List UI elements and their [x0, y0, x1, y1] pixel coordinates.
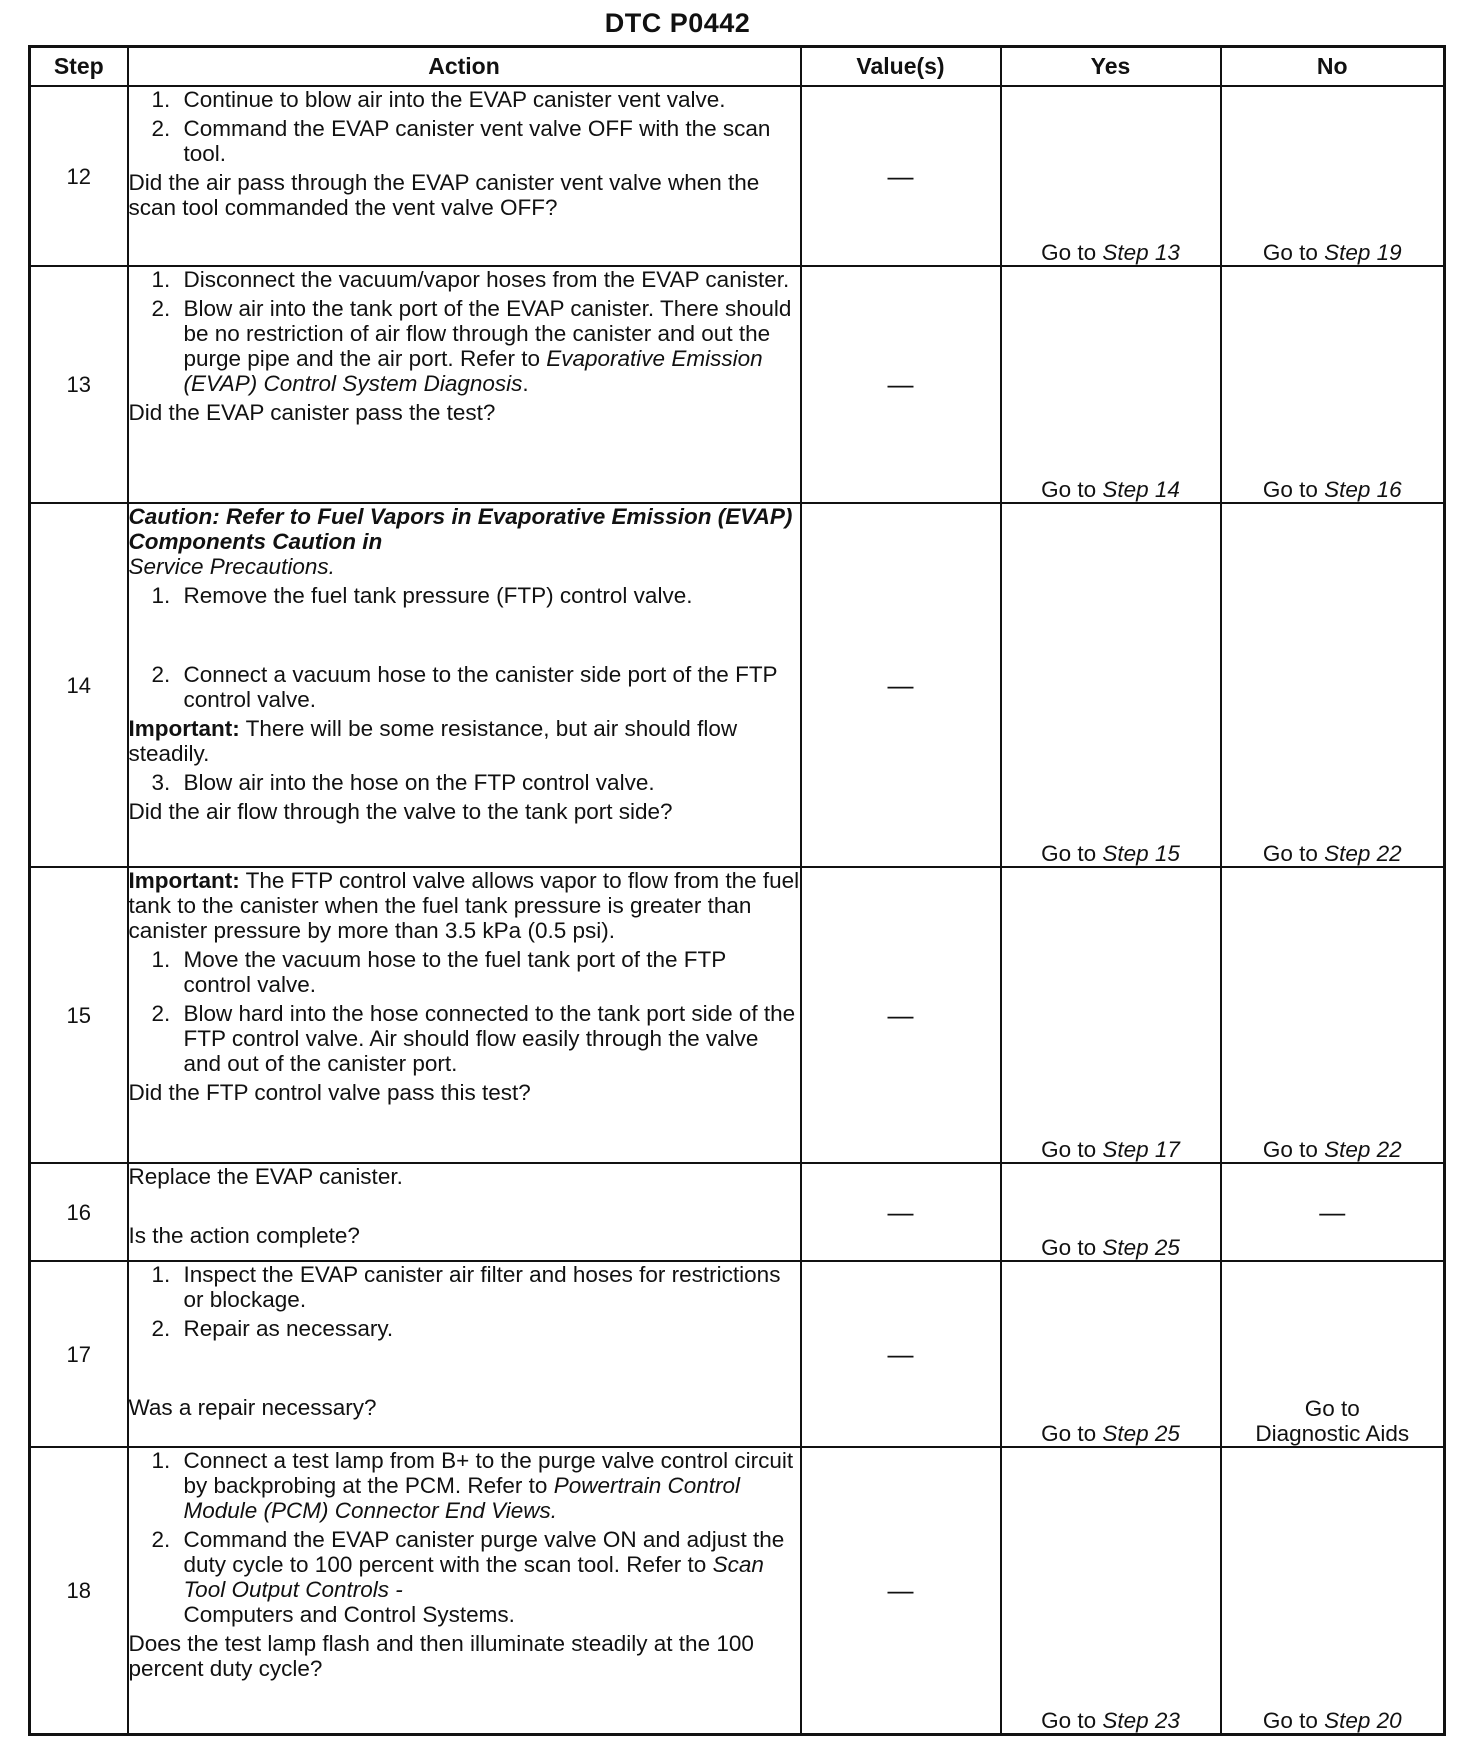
step-number: 18 — [30, 1447, 128, 1734]
no-cell: — — [1221, 1163, 1445, 1261]
question-text: Did the air pass through the EVAP canister vent valve when the scan tool commanded the vent valve OFF? — [128, 170, 760, 220]
no-cell[interactable]: Go to Step 20 — [1221, 1447, 1445, 1734]
table-row-step-12 — [30, 86, 1445, 266]
yes-cell[interactable]: Go to Step 17 — [1001, 867, 1221, 1163]
list-item: 2. Command the EVAP canister purge valve ON and adjust the duty cycle to 100 percent with the scan tool. Refer to Scan Tool Output Controls - Computers and Control Systems. — [151, 1527, 785, 1627]
list-item: 2. Repair as necessary. — [151, 1316, 394, 1341]
value-cell: — — [801, 867, 1001, 1163]
list-item: 2. Connect a vacuum hose to the canister side port of the FTP control valve. — [151, 662, 778, 712]
value-cell: — — [801, 1163, 1001, 1261]
action-cell — [128, 503, 801, 867]
caution-note: Caution: Refer to Fuel Vapors in Evaporative Emission (EVAP) Components Caution in Service Precautions. — [128, 504, 793, 579]
question-text: Does the test lamp flash and then illuminate steadily at the 100 percent duty cycle? — [128, 1631, 754, 1681]
step-number: 15 — [30, 867, 128, 1163]
list-item: 1. Connect a test lamp from B+ to the purge valve control circuit by backprobing at the PCM. Refer to Powertrain Control Module (PCM) Connector End Views. — [151, 1448, 794, 1523]
yes-cell[interactable]: Go to Step 25 — [1001, 1261, 1221, 1447]
header-row — [30, 47, 1445, 87]
list-item: 1. Remove the fuel tank pressure (FTP) control valve. — [151, 583, 693, 608]
question-text: Did the FTP control valve pass this test? — [128, 1080, 531, 1105]
list-item: 1. Disconnect the vacuum/vapor hoses from the EVAP canister. — [151, 267, 790, 292]
important-note: Important: There will be some resistance, but air should flow steadily. — [128, 716, 738, 766]
list-item: 2. Blow air into the tank port of the EVAP canister. There should be no restriction of air flow through the canister and out the purge pipe and the air port. Refer to Evaporative Emission (EVAP) Control System Diagnosis. — [151, 296, 792, 396]
document-title: DTC P0442 — [604, 8, 751, 38]
action-cell — [128, 1261, 801, 1447]
action-cell — [128, 867, 801, 1163]
table-row-step-16 — [30, 1163, 1445, 1261]
action-text: Replace the EVAP canister. — [128, 1164, 403, 1189]
list-item: 2. Command the EVAP canister vent valve OFF with the scan tool. — [151, 116, 771, 166]
list-item: 2. Blow hard into the hose connected to the tank port side of the FTP control valve. Air should flow easily through the valve and out of the canister port. — [151, 1001, 796, 1076]
yes-cell[interactable]: Go to Step 15 — [1001, 503, 1221, 867]
list-item: 1. Inspect the EVAP canister air filter and hoses for restrictions or blockage. — [151, 1262, 781, 1312]
table-row-step-14 — [30, 503, 1445, 867]
list-item: 1. Move the vacuum hose to the fuel tank port of the FTP control valve. — [151, 947, 726, 997]
header-action: Action — [128, 47, 801, 87]
step-number: 13 — [30, 266, 128, 503]
no-cell[interactable]: Go to Step 19 — [1221, 86, 1445, 266]
no-cell[interactable]: Go to Step 22 — [1221, 503, 1445, 867]
value-cell: — — [801, 86, 1001, 266]
no-cell[interactable]: Go to Step 22 — [1221, 867, 1445, 1163]
question-text: Was a repair necessary? — [128, 1395, 377, 1420]
table-row-step-17 — [30, 1261, 1445, 1447]
yes-cell[interactable]: Go to Step 13 — [1001, 86, 1221, 266]
no-cell[interactable]: Go to Diagnostic Aids — [1221, 1261, 1445, 1447]
question-text: Did the air flow through the valve to the tank port side? — [128, 799, 673, 824]
value-cell: — — [801, 1261, 1001, 1447]
dtc-table — [28, 45, 1446, 1736]
yes-cell[interactable]: Go to Step 14 — [1001, 266, 1221, 503]
table-row-step-13 — [30, 266, 1445, 503]
header-values: Value(s) — [801, 47, 1001, 87]
step-number: 14 — [30, 503, 128, 867]
step-number: 17 — [30, 1261, 128, 1447]
table-row-step-18 — [30, 1447, 1445, 1734]
action-cell — [128, 86, 801, 266]
table-row-step-15 — [30, 867, 1445, 1163]
step-number: 12 — [30, 86, 128, 266]
action-cell — [128, 1163, 801, 1261]
action-cell — [128, 1447, 801, 1734]
important-note: Important: The FTP control valve allows vapor to flow from the fuel tank to the canister when the fuel tank pressure is greater than canister pressure by more than 3.5 kPa (0.5 psi). — [128, 868, 800, 943]
list-item: 3. Blow air into the hose on the FTP control valve. — [151, 770, 655, 795]
value-cell: — — [801, 503, 1001, 867]
yes-cell[interactable]: Go to Step 23 — [1001, 1447, 1221, 1734]
header-yes: Yes — [1001, 47, 1221, 87]
value-cell: — — [801, 1447, 1001, 1734]
header-no: No — [1221, 47, 1445, 87]
action-cell — [128, 266, 801, 503]
step-number: 16 — [30, 1163, 128, 1261]
question-text: Did the EVAP canister pass the test? — [128, 400, 496, 425]
no-cell[interactable]: Go to Step 16 — [1221, 266, 1445, 503]
question-text: Is the action complete? — [128, 1223, 360, 1248]
value-cell: — — [801, 266, 1001, 503]
header-step: Step — [30, 47, 128, 87]
yes-cell[interactable]: Go to Step 25 — [1001, 1163, 1221, 1261]
list-item: 1. Continue to blow air into the EVAP canister vent valve. — [151, 87, 726, 112]
